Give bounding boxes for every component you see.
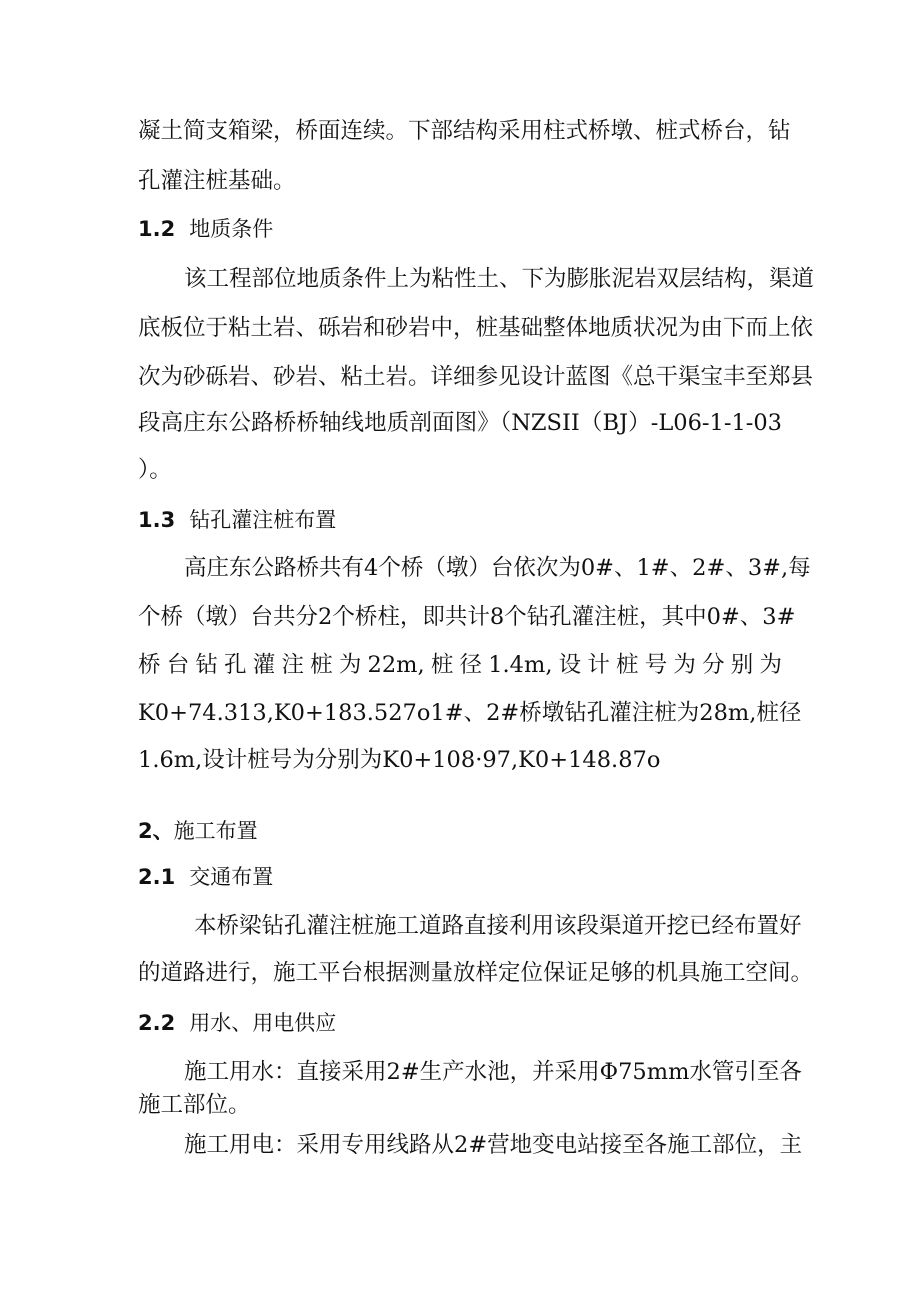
body-line: 本桥梁钻孔灌注桩施工道路直接利用该段渠道开挖已经布置好: [194, 913, 802, 939]
section-heading-2-1: [138, 862, 273, 892]
body-line: 次为砂砾岩、砂岩、粘土岩。详细参见设计蓝图《总干渠宝丰至郑县: [138, 364, 814, 390]
section-title: 地质条件: [189, 217, 274, 241]
body-line: 孔灌注桩基础。: [138, 168, 296, 194]
body-line: 凝土简支箱梁，桥面连续。下部结构采用柱式桥墩、桩式桥台，钻: [138, 118, 791, 144]
section-heading-1-3: [138, 505, 336, 535]
body-line: 个桥（墩）台共分2个桥柱，即共计8个钻孔灌注桩，其中0#、3#: [138, 604, 796, 630]
section-title: 用水、用电供应: [189, 1011, 337, 1035]
body-line: 施工用水：直接采用2#生产水池，并采用Φ75mm水管引至各: [184, 1059, 802, 1085]
section-number: 1.3: [138, 508, 176, 532]
section-heading-2-2: [138, 1008, 336, 1038]
section-number: 2、: [138, 819, 174, 843]
section-number: 2.2: [138, 1011, 176, 1035]
body-line: ）。: [138, 457, 172, 483]
body-line: K0+74.313,K0+183.527o1#、2#桥墩钻孔灌注桩为28m,桩径: [138, 700, 802, 726]
body-line: 底板位于粘土岩、砾岩和砂岩中，桩基础整体地质状况为由下而上依: [138, 315, 814, 341]
body-line: 高庄东公路桥共有4个桥（墩）台依次为0#、1#、2#、3#,每: [184, 555, 811, 581]
section-number: 1.2: [138, 217, 176, 241]
body-line: 该工程部位地质条件上为粘性土、下为膨胀泥岩双层结构，渠道: [184, 266, 815, 292]
body-line: 的道路进行，施工平台根据测量放样定位保证足够的机具施工空间。: [138, 960, 814, 986]
section-title: 钻孔灌注桩布置: [189, 508, 337, 532]
section-title: 施工布置: [173, 819, 258, 843]
body-line: 段高庄东公路桥桥轴线地质剖面图》（NZSII（BJ）-L06-1-1-03: [138, 410, 782, 436]
body-line: 1.6m,设计桩号为分别为K0+108·97,K0+148.87o: [138, 747, 661, 773]
section-heading-1-2: [138, 214, 273, 244]
section-number: 2.1: [138, 865, 176, 889]
section-title: 交通布置: [189, 865, 274, 889]
body-line: 施工用电：采用专用线路从2#营地变电站接至各施工部位，主: [184, 1132, 803, 1158]
section-heading-2: [138, 816, 258, 846]
body-line: 施工部位。: [138, 1092, 251, 1118]
body-line: 桥台钻孔灌注桩为22m,桩径1.4m,设计桩号为分别为: [138, 652, 782, 678]
